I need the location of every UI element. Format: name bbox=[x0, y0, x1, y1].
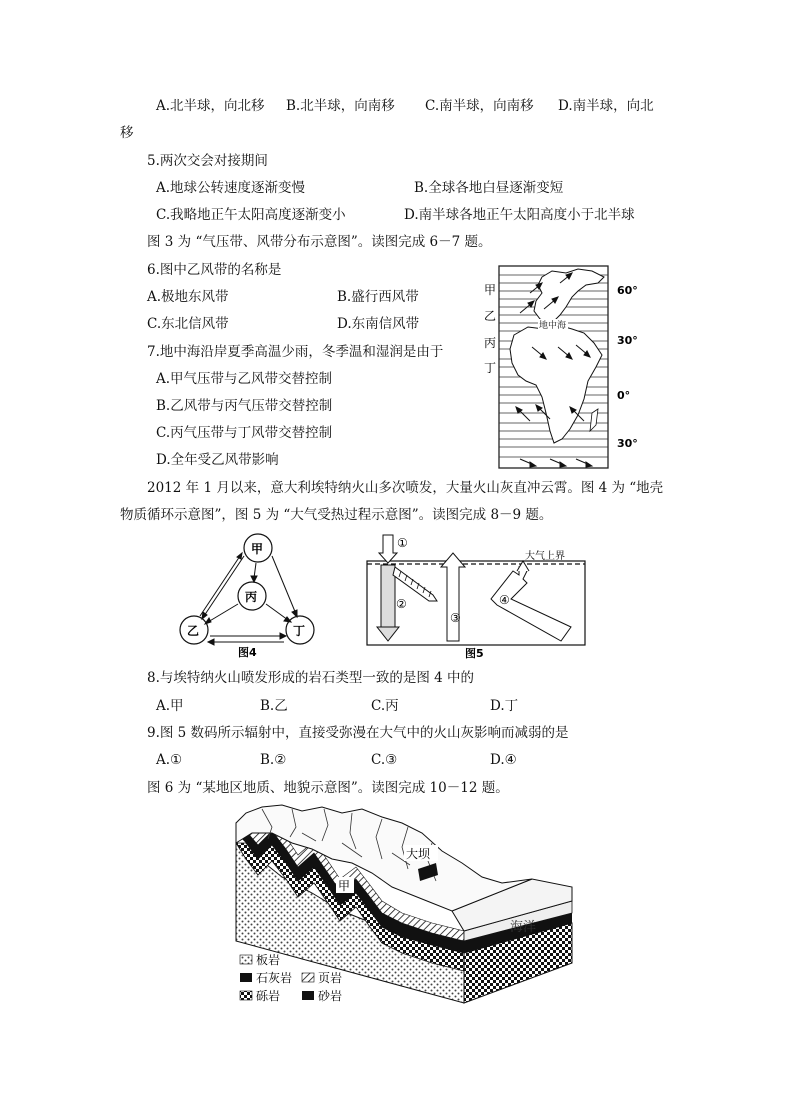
fig3-intro: 图 3 为 “气压带、风带分布示意图”。读图完成 6－7 题。 bbox=[147, 234, 492, 250]
fig6-legend-slate: 板岩 bbox=[256, 953, 281, 967]
fig3-label-bing: 丙 bbox=[484, 336, 497, 350]
fig3-lat-30n: 30° bbox=[617, 334, 638, 347]
q6-stem: 6.图中乙风带的名称是 bbox=[147, 262, 282, 278]
fig6-jia-label: 甲 bbox=[338, 879, 351, 893]
fig45-intro-line1: 2012 年 1 月以来，意大利埃特纳火山多次喷发，大量火山灰直冲云霄。图 4 为 “地壳 bbox=[147, 480, 664, 496]
fig3-sea-label: 地中海 bbox=[539, 321, 567, 331]
q9-option-d: D.④ bbox=[490, 752, 517, 768]
fig4-caption: 图4 bbox=[238, 646, 257, 659]
q4-option-d-continued: 移 bbox=[120, 125, 134, 141]
fig3-lat-60n: 60° bbox=[617, 284, 638, 297]
fig6-legend-sandstone: 砂岩 bbox=[318, 989, 343, 1003]
q4-option-a: A.北半球，向北移 bbox=[156, 98, 265, 114]
fig6-legend-limestone: 石灰岩 bbox=[256, 971, 293, 985]
fig45-intro-line2: 物质循环示意图”，图 5 为 “大气受热过程示意图”。读图完成 8－9 题。 bbox=[120, 507, 553, 523]
q4-option-d: D.南半球，向北 bbox=[558, 98, 654, 114]
q5-option-a: A.地球公转速度逐渐变慢 bbox=[156, 180, 306, 196]
fig3-lat-30s: 30° bbox=[617, 437, 638, 450]
fig6-legend-shale: 页岩 bbox=[318, 971, 343, 985]
q7-option-a: A.甲气压带与乙风带交替控制 bbox=[156, 371, 333, 387]
fig3-lat-0: 0° bbox=[617, 389, 631, 402]
q4-option-c: C.南半球，向南移 bbox=[425, 98, 534, 114]
fig3-label-yi: 乙 bbox=[484, 309, 497, 323]
fig6-intro: 图 6 为 “某地区地质、地貌示意图”。读图完成 10－12 题。 bbox=[147, 780, 509, 796]
fig5-top-label: 大气上界 bbox=[525, 551, 565, 562]
fig6-ocean-label: 海洋 bbox=[510, 920, 537, 935]
fig3-label-ding: 丁 bbox=[484, 361, 497, 375]
fig5-label-4: ④ bbox=[499, 593, 510, 607]
fig5-label-2: ② bbox=[396, 597, 407, 611]
q6-option-b: B.盛行西风带 bbox=[337, 289, 419, 305]
fig6-dam-label: 大坝 bbox=[406, 847, 431, 861]
q6-option-c: C.东北信风带 bbox=[147, 316, 229, 332]
fig4-node-yi: 乙 bbox=[187, 624, 200, 638]
q8-stem: 8.与埃特纳火山喷发形成的岩石类型一致的是图 4 中的 bbox=[147, 670, 475, 686]
fig4-node-jia: 甲 bbox=[251, 542, 264, 556]
figure-4-rock-cycle bbox=[176, 532, 326, 662]
q8-option-d: D.丁 bbox=[490, 698, 519, 714]
fig5-label-3: ③ bbox=[450, 611, 461, 625]
q8-option-c: C.丙 bbox=[371, 698, 399, 714]
q7-option-c: C.丙气压带与丁风带交替控制 bbox=[156, 425, 333, 441]
figure-5-atmospheric-heating bbox=[365, 531, 590, 661]
q9-option-c: C.③ bbox=[371, 752, 398, 768]
q6-option-d: D.东南信风带 bbox=[337, 316, 420, 332]
fig3-label-jia: 甲 bbox=[484, 283, 497, 297]
fig5-label-1: ① bbox=[397, 536, 408, 550]
q7-option-b: B.乙风带与丙气压带交替控制 bbox=[156, 398, 333, 414]
q7-option-d: D.全年受乙风带影响 bbox=[156, 452, 279, 468]
fig4-node-ding: 丁 bbox=[293, 624, 306, 638]
figure-6-geology-block bbox=[232, 803, 574, 1021]
q6-option-a: A.极地东风带 bbox=[147, 289, 229, 305]
q5-option-b: B.全球各地白昼逐渐变短 bbox=[414, 180, 564, 196]
q4-option-b: B.北半球，向南移 bbox=[286, 98, 395, 114]
fig6-legend-conglomerate: 砾岩 bbox=[256, 989, 281, 1003]
fig4-node-bing: 丙 bbox=[245, 590, 258, 604]
q9-option-b: B.② bbox=[260, 752, 287, 768]
q9-option-a: A.① bbox=[156, 752, 183, 768]
q5-stem: 5.两次交会对接期间 bbox=[147, 153, 268, 169]
figure-3-wind-belts bbox=[480, 263, 650, 473]
fig5-caption: 图5 bbox=[465, 647, 484, 660]
q5-option-c: C.我略地正午太阳高度逐渐变小 bbox=[156, 207, 346, 223]
q7-stem: 7.地中海沿岸夏季高温少雨，冬季温和湿润是由于 bbox=[147, 344, 444, 360]
q8-option-b: B.乙 bbox=[260, 698, 288, 714]
q5-option-d: D.南半球各地正午太阳高度小于北半球 bbox=[404, 207, 635, 223]
q9-stem: 9.图 5 数码所示辐射中，直接受弥漫在大气中的火山灰影响而减弱的是 bbox=[147, 725, 569, 741]
q8-option-a: A.甲 bbox=[156, 698, 184, 714]
